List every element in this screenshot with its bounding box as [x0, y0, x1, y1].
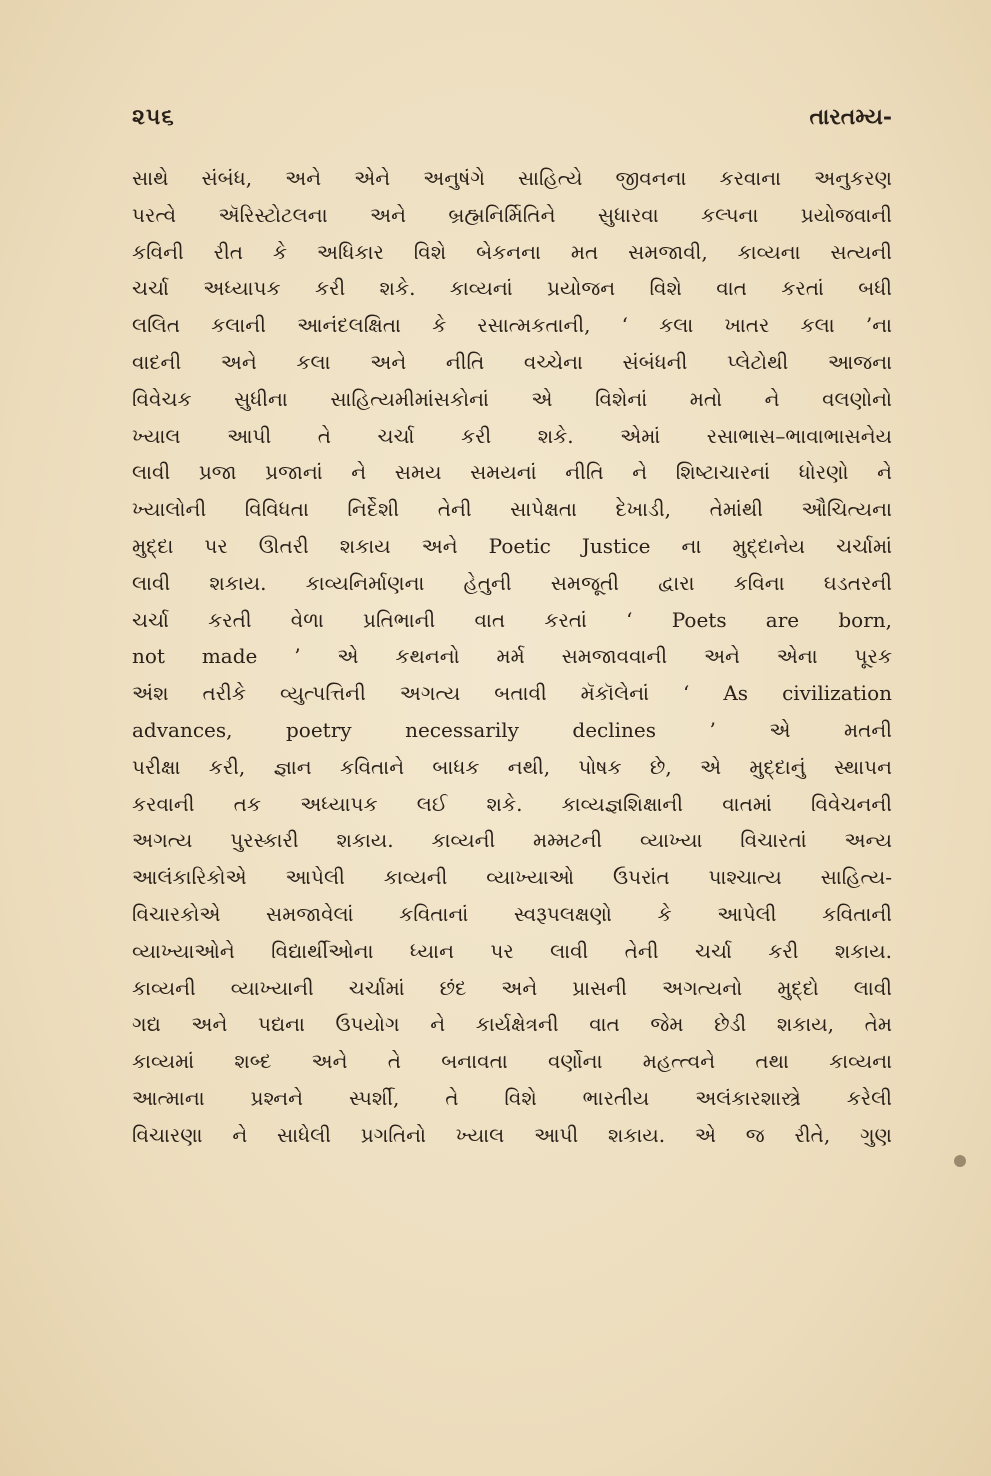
text-line: અંશ તરીકે વ્યુત્પત્તિની અગત્ય બતાવી મૅકૉલેનાં ‘ As civilization [132, 681, 892, 706]
text-line: ખ્યાલોની વિવિધતા નિર્દેશી તેની સાપેક્ષતા દેખાડી, તેમાંથી ઔચિત્યના [132, 497, 892, 522]
text-line: વ્યાખ્યાઓને વિદ્યાર્થીઓના ધ્યાન પર લાવી તેની ચર્ચા કરી શકાય. [132, 938, 892, 963]
page-number: ૨૫૬ [132, 104, 175, 130]
text-line: કરવાની તક અધ્યાપક લઈ શકે. કાવ્યજ્ઞશિક્ષાની વાતમાં વિવેચનની [132, 791, 892, 816]
text-line: કવિની રીત કે અધિકાર વિશે બેકનના મત સમજાવી, કાવ્યના સત્યની [132, 239, 892, 264]
text-line: ચર્ચા કરતી વેળા પ્રતિભાની વાત કરતાં ‘ Poets are born, [132, 607, 892, 632]
page-header [132, 104, 892, 138]
text-line: કાવ્યમાં શબ્દ અને તે બનાવતા વર્ણોના મહત્ત્વને તથા કાવ્યના [132, 1049, 892, 1074]
text-line: આલંકારિકોએ આપેલી કાવ્યની વ્યાખ્યાઓ ઉપરાંત પાશ્ચાત્ય સાહિત્ય- [132, 865, 892, 890]
text-line: ગદ્ય અને પદ્યના ઉપયોગ ને કાર્યક્ષેત્રની વાત જેમ છેડી શકાય, તેમ [132, 1012, 892, 1037]
text-line: લલિત કલાની આનંદલક્ષિતા કે રસાત્મકતાની, ‘ કલા ખાતર કલા ’ના [132, 313, 892, 338]
text-line: લાવી શકાય. કાવ્યનિર્માણના હેતુની સમજૂતી દ્વારા કવિના ઘડતરની [132, 570, 892, 595]
text-line: ખ્યાલ આપી તે ચર્ચા કરી શકે. એમાં રસાભાસ–ભાવાભાસનેય [132, 423, 892, 448]
text-line: અગત્ય પુરસ્કારી શકાય. કાવ્યની મમ્મટની વ્યાખ્યા વિચારતાં અન્ય [132, 828, 892, 853]
text-line: આત્માના પ્રશ્નને સ્પર્શી, તે વિશે ભારતીય અલંકારશાસ્ત્રે કરેલી [132, 1085, 892, 1110]
text-line: કાવ્યની વ્યાખ્યાની ચર્ચામાં છંદ અને પ્રાસની અગત્યનો મુદ્દો લાવી [132, 975, 892, 1000]
text-line: મુદ્દા પર ઊતરી શકાય અને Poetic Justice ના મુદ્દાનેય ચર્ચામાં [132, 533, 892, 558]
text-line: advances, poetry necessarily declines ’ એ મતની [132, 717, 892, 742]
text-line: વિવેચક સુધીના સાહિત્યમીમાંસકોનાં એ વિશેનાં મતો ને વલણોનો [132, 386, 892, 411]
text-line: પરીક્ષા કરી, જ્ઞાન કવિતાને બાધક નથી, પોષક છે, એ મુદ્દાનું સ્થાપન [132, 754, 892, 779]
text-line: પરત્વે ઍરિસ્ટોટલના અને બ્રહ્મનિર્મિતિને સુધારવા કલ્પના પ્રયોજવાની [132, 202, 892, 227]
text-line: વિચારણા ને સાધેલી પ્રગતિનો ખ્યાલ આપી શકાય. એ જ રીતે, ગુણ [132, 1122, 892, 1147]
text-line: not made ’ એ કથનનો મર્મ સમજાવવાની અને એના પૂરક [132, 644, 892, 669]
text-line: સાથે સંબંધ, અને એને અનુષંગે સાહિત્યે જીવનના કરવાના અનુકરણ [132, 166, 892, 190]
text-line: લાવી પ્રજા પ્રજાનાં ને સમય સમયનાં નીતિ ને શિષ્ટાચારનાં ધોરણો ને [132, 460, 892, 485]
text-line: વાદની અને કલા અને નીતિ વચ્ચેના સંબંધની પ્લેટોથી આજના [132, 349, 892, 374]
body-text [132, 160, 892, 1154]
text-line: વિચારકોએ સમજાવેલાં કવિતાનાં સ્વરૂપલક્ષણો કે આપેલી કવિતાની [132, 901, 892, 926]
text-line: ચર્ચા અધ્યાપક કરી શકે. કાવ્યનાં પ્રયોજન વિશે વાત કરતાં બધી [132, 276, 892, 301]
paper-speck [954, 1155, 966, 1167]
running-head: તારતમ્ય- [809, 104, 892, 130]
